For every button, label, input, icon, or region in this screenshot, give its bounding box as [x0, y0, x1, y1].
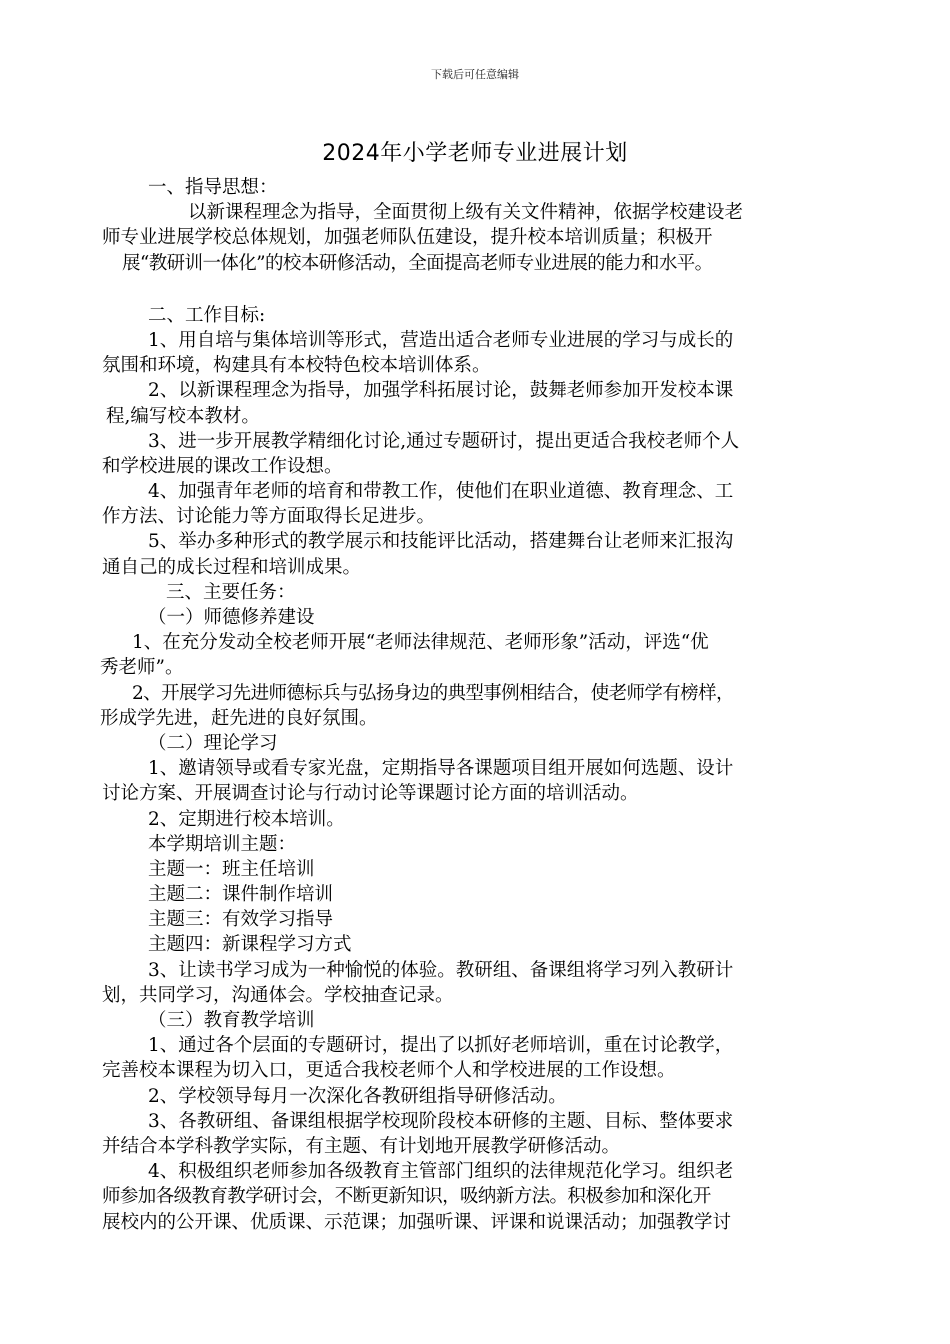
list-item-line: 主题二：课件制作培训 [148, 884, 334, 906]
list-item-line: 1、邀请领导或看专家光盘，定期指导各课题项目组开展如何选题、设计 [148, 758, 734, 780]
paragraph-line: 师专业进展学校总体规划，加强老师队伍建设，提升校本培训质量；积极开 [102, 227, 713, 249]
list-item-line: 主题一：班主任培训 [148, 858, 315, 880]
list-item-line: 5、举办多种形式的教学展示和技能评比活动，搭建舞台让老师来汇报沟 [148, 531, 734, 553]
subsection-heading: （一）师德修养建设 [148, 607, 315, 628]
list-item-line: 讨论方案、开展调查讨论与行动讨论等课题讨论方面的培训活动。 [102, 783, 639, 805]
list-item-line: 1、用自培与集体培训等形式，营造出适合老师专业进展的学习与成长的 [148, 329, 734, 351]
list-item-line: 3、各教研组、备课组根据学校现阶段校本研修的主题、目标、整体要求 [148, 1110, 734, 1132]
list-item-line: 2、以新课程理念为指导，加强学科拓展讨论，鼓舞老师参加开发校本课 [148, 380, 734, 402]
section-heading-guiding-ideology: 一、指导思想： [148, 177, 278, 198]
list-item-line: 秀老师”。 [100, 657, 184, 679]
header-note: 下载后可任意编辑 [431, 68, 519, 81]
list-item-line: 1、通过各个层面的专题研讨，提出了以抓好老师培训，重在讨论教学， [148, 1035, 734, 1057]
list-item-line: 3、让读书学习成为一种愉悦的体验。教研组、备课组将学习列入教研计 [148, 959, 734, 981]
list-item-line: 完善校本课程为切入口，更适合我校老师个人和学校进展的工作设想。 [102, 1060, 676, 1082]
list-item-line: 2、开展学习先进师德标兵与弘扬身边的典型事例相结合，使老师学有榜样， [132, 682, 734, 704]
list-item-line: 1、在充分发动全校老师开展“老师法律规范、老师形象”活动，评选“优 [132, 632, 709, 654]
list-item-line: 4、加强青年老师的培育和带教工作，使他们在职业道德、教育理念、工 [148, 481, 734, 503]
list-item-line: 4、积极组织老师参加各级教育主管部门组织的法律规范化学习。组织老 [148, 1161, 734, 1183]
list-item-line: 展校内的公开课、优质课、示范课；加强听课、评课和说课活动；加强教学讨 [102, 1211, 732, 1233]
list-item-line: 3、进一步开展教学精细化讨论,通过专题研讨，提出更适合我校老师个人 [148, 430, 740, 452]
list-item-line: 通自己的成长过程和培训成果。 [102, 556, 362, 578]
list-item-line: 并结合本学科教学实际，有主题、有计划地开展教学研修活动。 [102, 1135, 621, 1157]
list-item-line: 作方法、讨论能力等方面取得长足进步。 [102, 506, 436, 528]
list-item-line: 形成学先进，赶先进的良好氛围。 [100, 707, 378, 729]
document-body [100, 175, 870, 1235]
subsection-heading: （三）教育教学培训 [148, 1010, 315, 1031]
section-heading-main-tasks: 三、主要任务： [166, 581, 296, 603]
list-item-line: 划，共同学习，沟通体会。学校抽查记录。 [102, 984, 454, 1006]
list-item-line: 师参加各级教育教学研讨会，不断更新知识，吸纳新方法。积极参加和深化开 [102, 1186, 711, 1208]
subsection-heading: （二）理论学习 [148, 732, 278, 754]
list-item-line: 主题四：新课程学习方式 [148, 934, 352, 956]
list-item-line: 和学校进展的课改工作设想。 [102, 455, 343, 477]
list-item-line: 本学期培训主题： [148, 833, 297, 855]
section-heading-work-goals: 二、工作目标: [148, 304, 266, 326]
list-item-line: 2、定期进行校本培训。 [148, 808, 345, 830]
list-item-line: 主题三：有效学习指导 [148, 909, 334, 931]
list-item-line: 氛围和环境，构建具有本校特色校本培训体系。 [102, 355, 491, 377]
paragraph-line: 展“教研训一体化”的校本研修活动，全面提高老师专业进展的能力和水平。 [122, 252, 713, 274]
paragraph-line: 以新课程理念为指导，全面贯彻上级有关文件精神，依据学校建设老 [188, 202, 744, 224]
document-title: 2024年小学老师专业进展计划 [322, 141, 628, 166]
list-item-line: 程,编写校本教材。 [106, 405, 260, 427]
list-item-line: 2、学校领导每月一次深化各教研组指导研修活动。 [148, 1085, 567, 1107]
blank-line [100, 276, 870, 303]
